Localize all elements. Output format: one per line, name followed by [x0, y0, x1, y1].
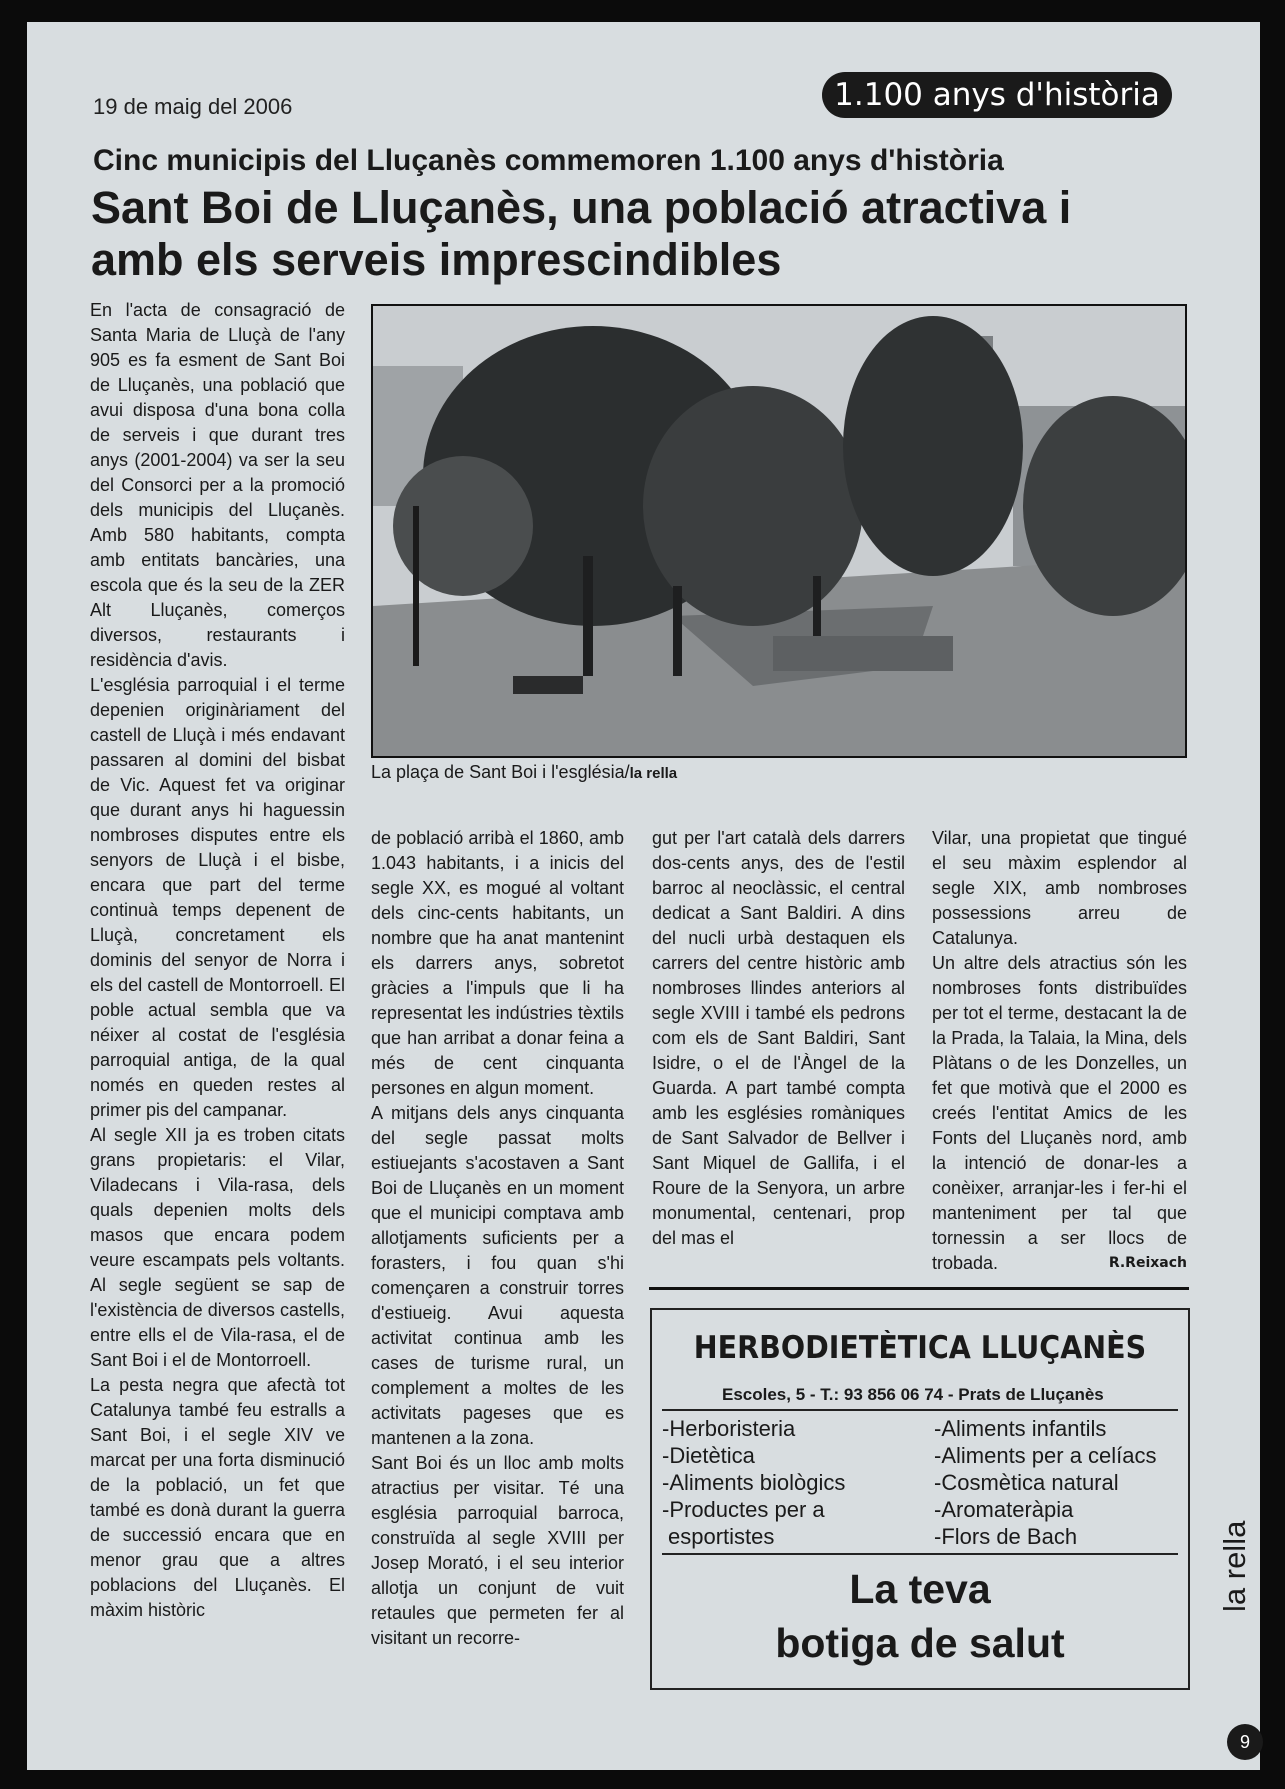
ad-title: HERBODIETÈTICA LLUÇANÈS	[693, 1330, 1147, 1366]
newspaper-page	[27, 22, 1260, 1770]
article-kicker: Cinc municipis del Lluçanès commemoren 1.100 anys d'història	[93, 144, 1004, 177]
ad-list-left	[662, 1415, 845, 1550]
publication-brand: la rella	[1217, 1520, 1252, 1612]
paragraph: Sant Boi és un lloc amb molts atractius per visitar. Té una església parroquial barroca, construïda al segle XVIII per Josep Morató, i el seu interior allotja un conjunt de vuit retaules que permeten fer al visitant un recorre-	[371, 1453, 624, 1648]
advertisement-box	[650, 1308, 1190, 1690]
paragraph: A mitjans dels anys cinquanta del segle passat molts estiuejants s'acostaven a Sant Boi de Lluçanès en un moment que el municipi comptava amb allotjaments suficients per a forasters, i fou quan s'hi començaren a construir torres d'estiueig. Avui aquesta activitat continua amb les cases de turisme rural, un complement a moltes de les activitats pageses que es mantenen a la zona.	[371, 1103, 624, 1448]
list-item: -Aromateràpia	[934, 1497, 1074, 1522]
list-item: -Cosmètica natural	[934, 1470, 1119, 1495]
page-number-badge: 9	[1227, 1724, 1263, 1760]
ad-contact: Escoles, 5 - T.: 93 856 06 74 - Prats de Lluçanès	[722, 1385, 1104, 1404]
divider	[649, 1287, 1189, 1290]
paragraph: L'església parroquial i el terme depenien originàriament del castell de Lluçà i més endavant passaren al domini del bisbat de Vic. Aquest fet va originar que durant anys hi haguessin nombroses disputes entre els senyors de Lluçà i el bisbe, encara que part del terme continuà temps depenent de Lluçà, concretament els dominis del senyor de Norra i els del castell de Montorroell. El poble actual sembla que va néixer al costat de l'església parroquial antiga, de la qual només en queden restes al primer pis del campanar.	[90, 675, 345, 1120]
ad-list-right	[934, 1415, 1157, 1550]
paragraph	[932, 951, 1187, 1276]
paragraph-text: Un altre dels atractius són les nombroses fonts distribuïdes per tot el terme, destacant la de la Prada, la Talaia, la Mina, dels Plàtans o de les Donzelles, un fet que motivà que el 2000 es creés l'entitat Amics de les Fonts del Lluçanès nord, amb la intenció de donar-les a conèixer, arranjar-les i fer-hi el manteniment per tal que tornessin a ser llocs de trobada.	[932, 953, 1187, 1273]
list-item: -Dietètica	[662, 1443, 755, 1468]
paragraph: de població arribà el 1860, amb 1.043 habitants, i a inicis del segle XX, es mogué al voltant dels cinc-cents habitants, un nombre que ha anat mantenint els darrers anys, sobretot gràcies a l'impuls que li ha representat les indústries tèxtils que han arribat a donar feina a més de cent cinquanta persones en algun moment.	[371, 828, 624, 1098]
slogan-line: La teva	[849, 1566, 991, 1612]
paragraph: En l'acta de consagració de Santa Maria de Lluçà de l'any 905 es fa esment de Sant Boi de Lluçanès, una població que avui disposa d'una bona colla de serveis i que durant tres anys (2001-2004) va ser la seu del Consorci per a la promoció dels municipis del Lluçanès. Amb 580 habitants, compta amb entitats bancàries, una escola que és la seu de la ZER Alt Lluçanès, comerços diversos, restaurants i residència d'avis.	[90, 300, 345, 670]
paragraph: gut per l'art català dels darrers dos-cents anys, des de l'estil barroc al neoclàssic, el central dedicat a Sant Baldiri. A dins del nucli urbà destaquen els carrers del centre històric amb nombroses llindes anteriors al segle XVIII i també els pedrons com els de Sant Baldiri, Sant Isidre, o el de l'Àngel de la Guarda. A part també compta amb les esglésies romàniques de Sant Salvador de Bellver i Sant Miquel de Gallifa, i el Roure de la Senyora, un arbre monumental, centenari, prop del mas el	[652, 828, 905, 1248]
article-column-1	[90, 298, 345, 1623]
plaza-photo-illustration	[373, 306, 1185, 756]
photo-caption	[371, 762, 677, 783]
list-item: esportistes	[668, 1524, 775, 1549]
article-column-4	[932, 826, 1187, 1276]
slogan-line: botiga de salut	[775, 1620, 1065, 1666]
list-item: -Aliments per a celíacs	[934, 1443, 1157, 1468]
issue-date: 19 de maig del 2006	[93, 94, 293, 119]
caption-text: La plaça de Sant Boi i l'església/	[371, 762, 630, 782]
paragraph: Vilar, una propietat que tingué el seu màxim esplendor al segle XIX, amb nombroses possessions arreu de Catalunya.	[932, 828, 1187, 948]
list-item: -Herboristeria	[662, 1416, 796, 1441]
article-headline: Sant Boi de Lluçanès, una població atractiva i amb els serveis imprescindibles	[91, 182, 1072, 285]
article-column-2	[371, 826, 624, 1651]
divider	[662, 1553, 1178, 1555]
ad-slogan	[652, 1562, 1188, 1670]
photo-credit: la rella	[629, 765, 678, 782]
divider	[662, 1409, 1178, 1411]
article-photo	[371, 304, 1187, 758]
list-item: -Aliments biològics	[662, 1470, 846, 1495]
list-item: -Aliments infantils	[934, 1416, 1107, 1441]
list-item: -Productes per a	[662, 1497, 825, 1522]
paragraph: Al segle XII ja es troben citats grans propietaris: el Vilar, Viladecans i Vila-rasa, dels quals depenien molts dels masos que encara podem veure escampats pels voltants. Al segle següent se sap de l'existència de diversos castells, entre ells el de Vila-rasa, el de Sant Boi i el de Montorroell.	[90, 1125, 345, 1370]
paragraph: La pesta negra que afectà tot Catalunya també feu estralls a Sant Boi, i el segle XIV ve marcat per una forta disminució de la població, un fet que també es donà durant la guerra de successió encara que en menor grau que a altres poblacions del Lluçanès. El màxim històric	[90, 1375, 345, 1620]
section-label: 1.100 anys d'història	[822, 72, 1172, 118]
list-item: -Flors de Bach	[934, 1524, 1078, 1549]
author-byline: R.Reixach	[1108, 1255, 1187, 1271]
article-column-3	[652, 826, 905, 1251]
